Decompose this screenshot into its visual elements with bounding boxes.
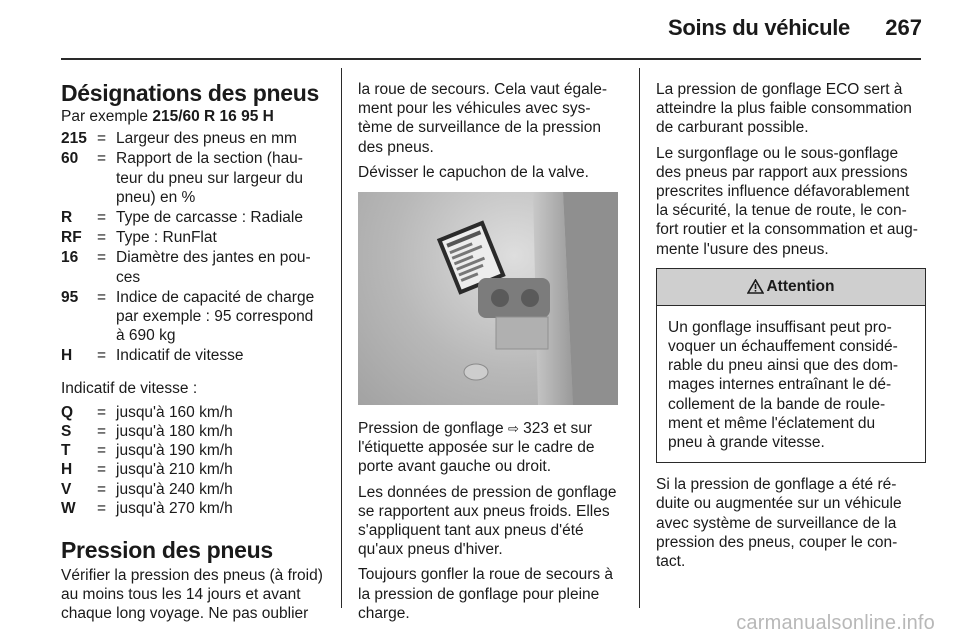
watermark-text: carmanualsonline.info — [736, 612, 935, 634]
warning-triangle-icon — [747, 279, 764, 294]
text-line: la pression de gonflage pour pleine — [358, 585, 600, 603]
door-hinge — [478, 278, 550, 318]
hinge-bolt — [521, 289, 539, 307]
text-line: pression des pneus, couper le con- — [656, 533, 898, 551]
text-line: s'appliquent tant aux pneus d'été — [358, 522, 584, 540]
equals-sign: = — [97, 150, 107, 168]
text-line: fort routier et la consommation et aug- — [656, 221, 918, 239]
speed-index-row — [61, 460, 333, 479]
door-check-strap — [496, 317, 548, 349]
speed-index-value: jusqu'à 180 km/h — [116, 423, 233, 441]
definition-key: RF — [61, 229, 82, 247]
definition-key: 16 — [61, 249, 79, 267]
text-line: par exemple : 95 correspond — [116, 308, 314, 326]
attention-body — [657, 306, 925, 462]
text-line: charge. — [358, 604, 410, 622]
definition-text — [116, 129, 333, 148]
text-line: mages internes entraînant le dé- — [668, 376, 892, 394]
text-line: porte avant gauche ou droit. — [358, 458, 552, 476]
text-line: Si la pression de gonflage a été ré- — [656, 476, 897, 494]
example-value: 215/60 R 16 95 H — [152, 108, 274, 125]
text-line: l'étiquette apposée sur le cadre de — [358, 439, 595, 457]
definition-text — [116, 208, 333, 227]
speed-index-value: jusqu'à 160 km/h — [116, 403, 233, 421]
tire-definition-row — [61, 129, 333, 148]
page-header-title: Soins du véhicule — [668, 15, 850, 40]
text-line: ment et même l'éclatement du — [668, 414, 876, 432]
column-divider-1 — [341, 68, 342, 608]
equals-sign: = — [97, 130, 107, 148]
text-line: la sécurité, la tenue de route, le con- — [656, 202, 907, 220]
text-line: Pression de gonflage — [358, 420, 508, 438]
equals-sign: = — [97, 442, 107, 460]
text-line: des pneus par rapport aux pressions — [656, 163, 908, 181]
text-line: se rapportent aux pneus froids. Elles — [358, 502, 610, 520]
door-frame-label-photo — [358, 192, 618, 405]
text-line: pneu) en % — [116, 188, 196, 206]
text-line: pneu à grande vitesse. — [668, 434, 825, 452]
speed-index-key: T — [61, 442, 71, 460]
pressure-paragraph — [61, 566, 333, 624]
definition-text — [116, 228, 333, 247]
hinge-bolt — [491, 289, 509, 307]
equals-sign: = — [97, 209, 107, 227]
text-line: chaque long voyage. Ne pas oublier — [61, 605, 309, 623]
equals-sign: = — [97, 423, 107, 441]
speed-index-row — [61, 422, 333, 441]
speed-index-key: W — [61, 499, 76, 517]
text-line: tact. — [656, 553, 686, 571]
text-line: des pneus. — [358, 138, 434, 156]
speed-index-row — [61, 403, 333, 422]
column-3 — [656, 80, 928, 577]
example-line — [61, 107, 333, 126]
text-line: à 690 kg — [116, 327, 176, 345]
equals-sign: = — [97, 403, 107, 421]
text-line: prescrites influence défavorablement — [656, 183, 910, 201]
tire-definition-row — [61, 149, 333, 207]
equals-sign: = — [97, 461, 107, 479]
text-line: avec système de surveillance de la — [656, 514, 897, 532]
text-line: Diamètre des jantes en pou- — [116, 249, 311, 267]
speed-index-list — [61, 403, 333, 518]
equals-sign: = — [97, 499, 107, 517]
speed-index-value: jusqu'à 240 km/h — [116, 480, 233, 498]
text-line: qu'aux pneus d'hiver. — [358, 541, 503, 559]
section-heading-tire-designations: Désignations des pneus — [61, 80, 319, 106]
door-frame-photo-svg — [358, 192, 618, 405]
text-line: au moins tous les 14 jours et avant — [61, 586, 301, 604]
inflation-pressure-paragraph — [358, 419, 630, 477]
column-2 — [358, 80, 630, 629]
text-line: Vérifier la pression des pneus (à froid) — [61, 567, 323, 585]
rubber-plug — [464, 364, 488, 380]
definition-key: H — [61, 347, 73, 365]
speed-index-value: jusqu'à 210 km/h — [116, 461, 233, 479]
over-under-inflation-paragraph — [656, 144, 928, 259]
spare-full-load-paragraph — [358, 565, 630, 623]
text-line: mente l'usure des pneus. — [656, 240, 829, 258]
text-line: rable du pneu ainsi que des dom- — [668, 357, 899, 375]
text-line: teur du pneu sur largeur du — [116, 169, 303, 187]
text-line: la roue de secours. Cela vaut égale- — [358, 81, 608, 98]
speed-index-row — [61, 499, 333, 518]
column-divider-2 — [639, 68, 640, 608]
text-line: tème de surveillance de la pression — [358, 119, 601, 137]
definition-text — [116, 346, 333, 365]
speed-index-value: jusqu'à 190 km/h — [116, 442, 233, 460]
speed-index-key: V — [61, 480, 72, 498]
text-line: voquer un échauffement considé- — [668, 338, 898, 356]
section-heading-tire-pressure: Pression des pneus — [61, 537, 273, 564]
text-line: Indice de capacité de charge — [116, 288, 315, 306]
text-line: atteindre la plus faible consommation — [656, 100, 912, 118]
speed-index-key: H — [61, 461, 73, 479]
definition-key: 60 — [61, 150, 79, 168]
definition-text — [116, 288, 333, 346]
text-line: Les données de pression de gonflage — [358, 483, 617, 501]
text-line: La pression de gonflage ECO sert à — [656, 81, 903, 98]
speed-index-row — [61, 441, 333, 460]
text-line: de carburant possible. — [656, 119, 809, 137]
valve-cap-instruction: Dévisser le capuchon de la valve. — [358, 163, 589, 181]
tire-definition-row — [61, 248, 333, 286]
column-1 — [61, 80, 333, 624]
text-line: Rapport de la section (hau- — [116, 150, 303, 168]
equals-sign: = — [97, 229, 107, 247]
speed-index-key: S — [61, 423, 72, 441]
equals-sign: = — [97, 249, 107, 267]
tire-definition-row — [61, 288, 333, 346]
definition-text — [116, 248, 333, 286]
text-line: Indicatif de vitesse — [116, 347, 244, 365]
example-prefix: Par exemple — [61, 108, 153, 125]
text-line: Un gonflage insuffisant peut pro- — [668, 318, 892, 336]
tire-definition-row — [61, 228, 333, 247]
tire-definition-row — [61, 346, 333, 365]
definition-key: R — [61, 209, 73, 227]
text-line: Type : RunFlat — [116, 229, 217, 247]
definition-text — [116, 149, 333, 207]
speed-index-intro: Indicatif de vitesse : — [61, 379, 198, 397]
cold-tire-paragraph — [358, 483, 630, 560]
speed-index-value: jusqu'à 270 km/h — [116, 499, 233, 517]
speed-index-row — [61, 480, 333, 499]
equals-sign: = — [97, 480, 107, 498]
tire-definition-row — [61, 208, 333, 227]
tire-definition-list — [61, 129, 333, 365]
equals-sign: = — [97, 347, 107, 365]
reference-page: 323 et sur — [518, 420, 593, 438]
definition-key: 215 — [61, 130, 87, 148]
text-line: Le surgonflage ou le sous-gonflage — [656, 144, 899, 162]
header-rule — [61, 58, 921, 60]
equals-sign: = — [97, 288, 107, 306]
text-line: ces — [116, 268, 141, 286]
reference-arrow-icon: ⇨ — [507, 421, 519, 437]
speed-index-key: Q — [61, 403, 74, 421]
attention-header — [657, 269, 925, 306]
page-number: 267 — [885, 15, 922, 40]
text-line: duite ou augmentée sur un véhicule — [656, 495, 902, 513]
text-line: ment pour les véhicules avec sys- — [358, 100, 591, 118]
text-line: Type de carcasse : Radiale — [116, 209, 303, 227]
eco-pressure-paragraph — [656, 80, 928, 138]
attention-box — [656, 268, 926, 463]
pressure-monitoring-paragraph — [656, 475, 928, 571]
definition-key: 95 — [61, 288, 79, 306]
text-line: Toujours gonfler la roue de secours à — [358, 566, 614, 584]
text-line: Largeur des pneus en mm — [116, 130, 297, 148]
attention-title: Attention — [766, 278, 835, 296]
spare-wheel-paragraph — [358, 80, 630, 157]
text-line: collement de la bande de roule- — [668, 395, 886, 413]
